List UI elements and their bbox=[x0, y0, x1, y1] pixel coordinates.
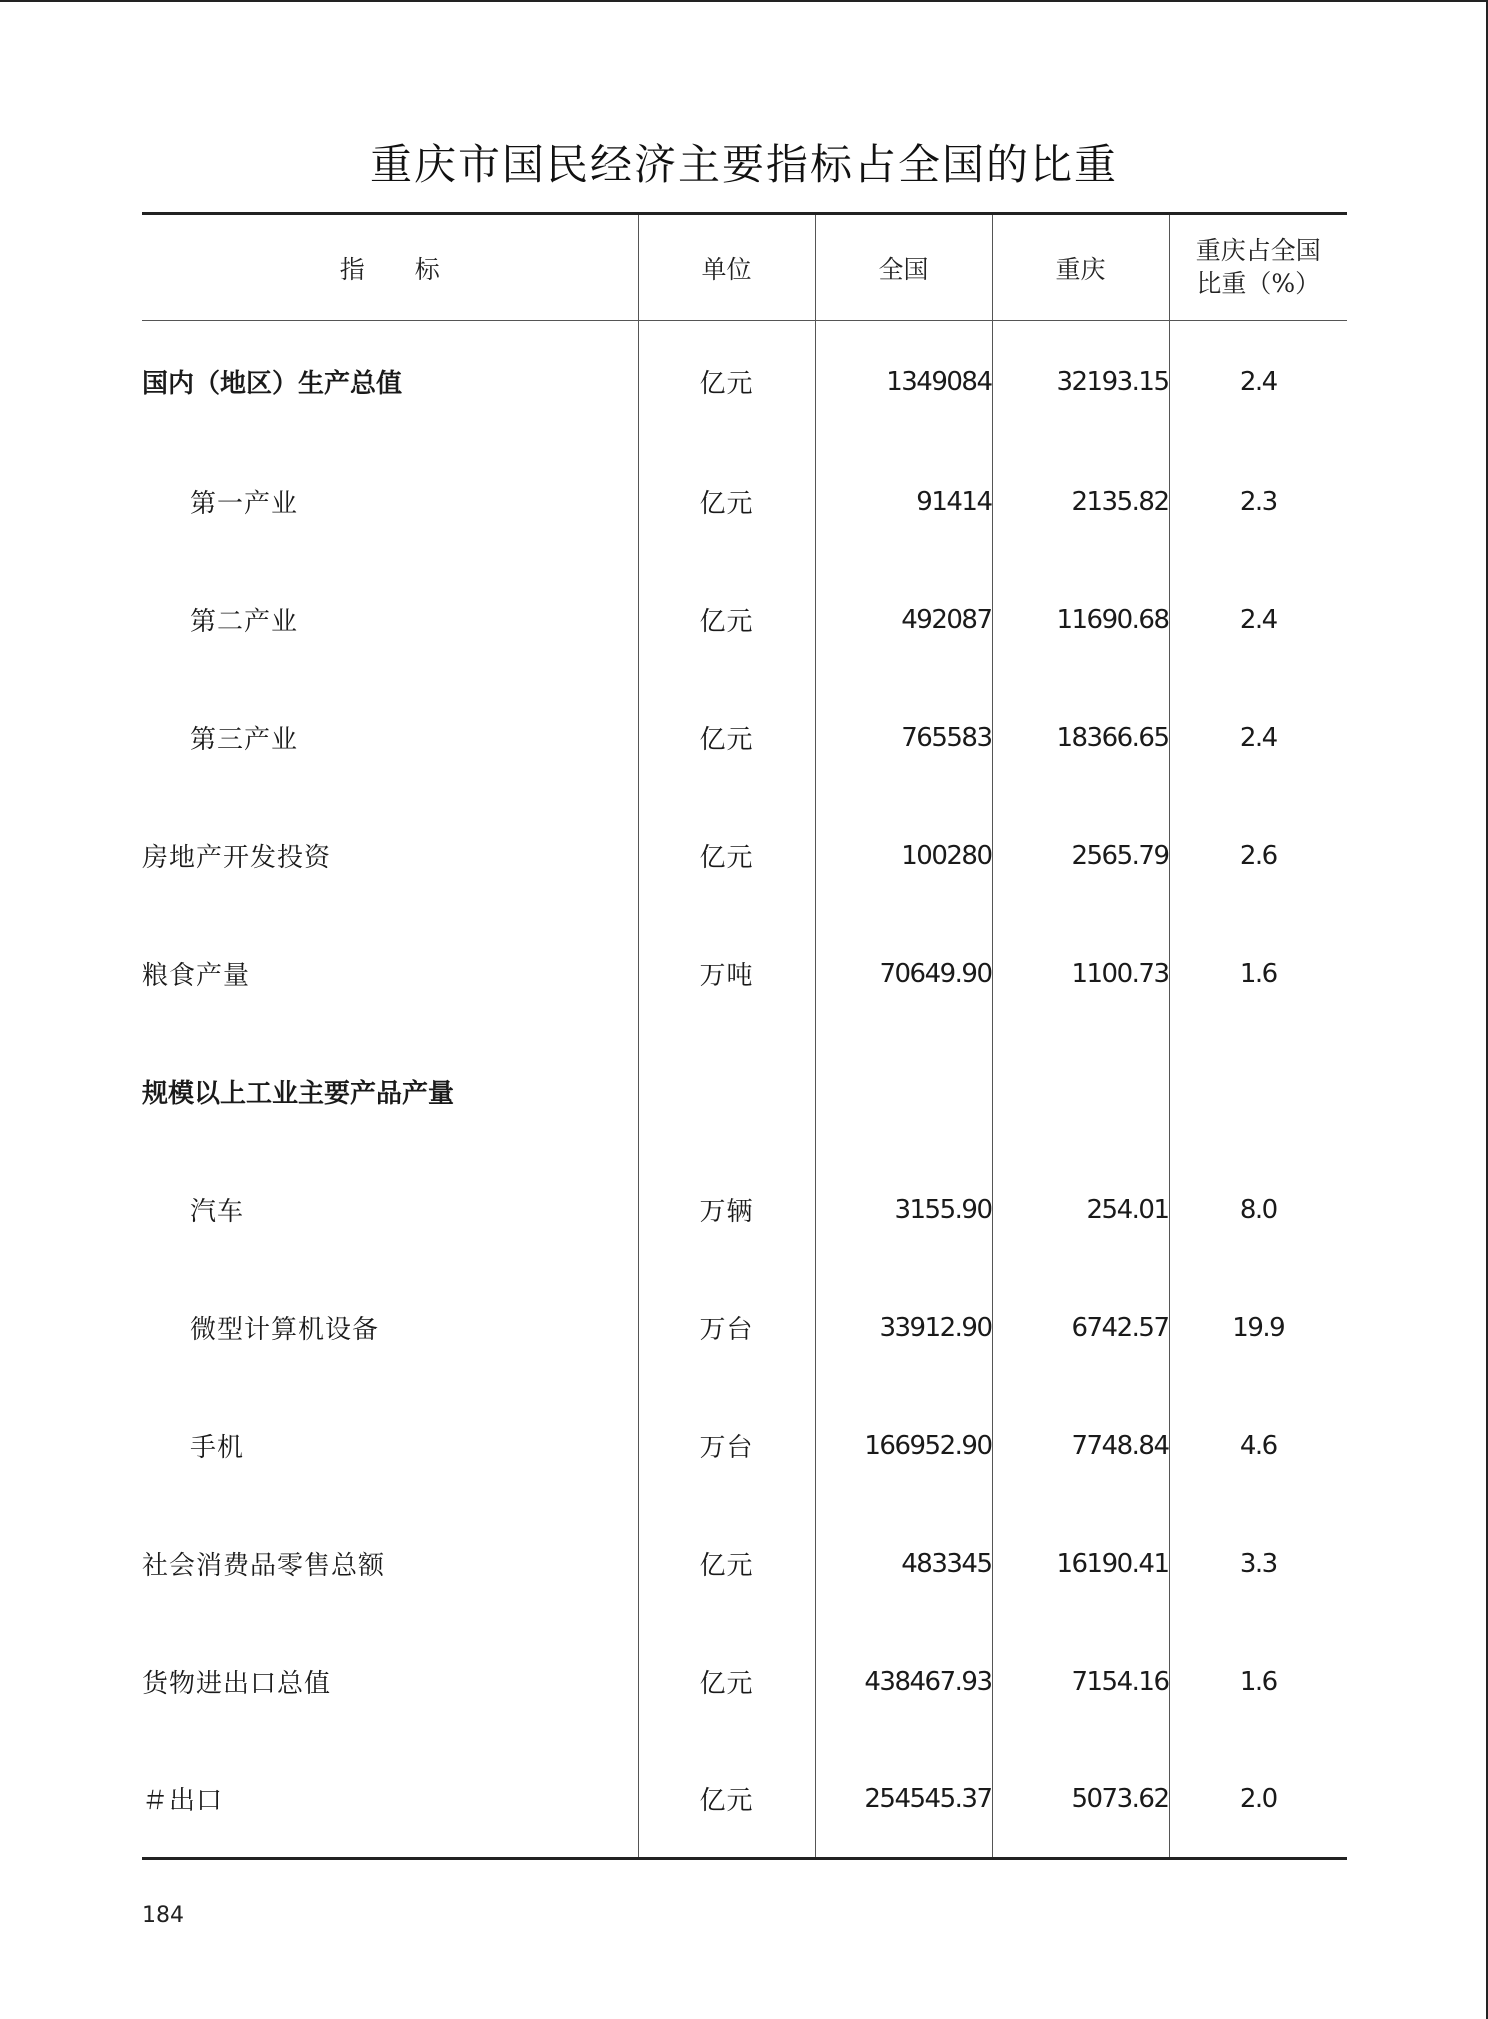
row-share: 2.0 bbox=[1169, 1741, 1347, 1859]
indicator-table bbox=[142, 212, 1347, 1860]
row-name: 第二产业 bbox=[142, 561, 638, 679]
row-national bbox=[815, 1033, 992, 1151]
table-header-row bbox=[142, 214, 1347, 321]
row-unit: 万吨 bbox=[638, 915, 815, 1033]
row-name: 房地产开发投资 bbox=[142, 797, 638, 915]
table-row bbox=[142, 1033, 1347, 1151]
row-chongqing bbox=[992, 1033, 1169, 1151]
row-national: 3155.90 bbox=[815, 1151, 992, 1269]
row-national: 100280 bbox=[815, 797, 992, 915]
row-name: 规模以上工业主要产品产量 bbox=[142, 1033, 638, 1151]
page-title: 重庆市国民经济主要指标占全国的比重 bbox=[369, 140, 1118, 189]
header-share bbox=[1169, 214, 1347, 321]
table-row bbox=[142, 797, 1347, 915]
row-share: 2.4 bbox=[1239, 604, 1277, 635]
header-share-line2: 比重（%） bbox=[1196, 268, 1321, 298]
row-chongqing: 7748.84 bbox=[992, 1387, 1169, 1505]
row-national: 765583 bbox=[815, 679, 992, 797]
row-name: 粮食产量 bbox=[142, 915, 638, 1033]
header-chongqing: 重庆 bbox=[992, 214, 1169, 321]
row-unit: 亿元 bbox=[638, 1741, 815, 1859]
row-share: 2.4 bbox=[1239, 722, 1277, 753]
row-share: 3.3 bbox=[1239, 1548, 1277, 1579]
row-chongqing: 32193.15 bbox=[992, 321, 1169, 443]
header-unit: 单位 bbox=[638, 214, 815, 321]
row-share: 1.6 bbox=[1239, 1666, 1277, 1697]
row-share: 1.6 bbox=[1239, 958, 1277, 989]
row-chongqing: 11690.68 bbox=[992, 561, 1169, 679]
row-chongqing: 254.01 bbox=[992, 1151, 1169, 1269]
row-national: 483345 bbox=[815, 1505, 992, 1623]
table-row bbox=[142, 1505, 1347, 1623]
row-share: 8.0 bbox=[1239, 1194, 1277, 1225]
row-name: 汽车 bbox=[142, 1151, 638, 1269]
table-row bbox=[142, 1269, 1347, 1387]
table-row bbox=[142, 1387, 1347, 1505]
row-name: 国内（地区）生产总值 bbox=[142, 321, 638, 443]
row-share: 2.6 bbox=[1239, 840, 1277, 871]
row-national: 70649.90 bbox=[815, 915, 992, 1033]
row-share: 2.3 bbox=[1239, 486, 1277, 517]
row-national: 91414 bbox=[815, 443, 992, 561]
row-national: 166952.90 bbox=[815, 1387, 992, 1505]
row-unit: 万台 bbox=[638, 1387, 815, 1505]
row-chongqing: 7154.16 bbox=[992, 1623, 1169, 1741]
row-name: ＃出口 bbox=[142, 1741, 638, 1859]
row-national: 438467.93 bbox=[815, 1623, 992, 1741]
row-name: 微型计算机设备 bbox=[142, 1269, 638, 1387]
page-number: 184 bbox=[142, 1903, 184, 1928]
row-chongqing: 2135.82 bbox=[992, 443, 1169, 561]
row-national: 1349084 bbox=[815, 321, 992, 443]
row-share: 4.6 bbox=[1239, 1430, 1277, 1461]
table-row bbox=[142, 321, 1347, 443]
row-chongqing: 18366.65 bbox=[992, 679, 1169, 797]
row-unit: 亿元 bbox=[638, 679, 815, 797]
row-chongqing: 6742.57 bbox=[992, 1269, 1169, 1387]
row-unit: 亿元 bbox=[638, 321, 815, 443]
row-name: 社会消费品零售总额 bbox=[142, 1505, 638, 1623]
table-row bbox=[142, 1741, 1347, 1859]
row-name: 第一产业 bbox=[142, 443, 638, 561]
row-unit: 亿元 bbox=[638, 443, 815, 561]
row-unit bbox=[638, 1033, 815, 1151]
row-chongqing: 16190.41 bbox=[992, 1505, 1169, 1623]
page-top-border bbox=[0, 0, 1488, 2]
table-row bbox=[142, 1151, 1347, 1269]
table-row bbox=[142, 1623, 1347, 1741]
row-unit: 亿元 bbox=[638, 1505, 815, 1623]
row-name: 货物进出口总值 bbox=[142, 1623, 638, 1741]
row-unit: 亿元 bbox=[638, 561, 815, 679]
row-unit: 亿元 bbox=[638, 797, 815, 915]
header-indicator: 指 标 bbox=[142, 214, 638, 321]
row-name: 手机 bbox=[142, 1387, 638, 1505]
row-share bbox=[1169, 1033, 1347, 1151]
row-unit: 万辆 bbox=[638, 1151, 815, 1269]
row-share: 2.4 bbox=[1239, 366, 1277, 397]
row-national: 254545.37 bbox=[815, 1741, 992, 1859]
row-share: 19.9 bbox=[1232, 1312, 1285, 1343]
row-chongqing: 2565.79 bbox=[992, 797, 1169, 915]
row-chongqing: 5073.62 bbox=[992, 1741, 1169, 1859]
row-name: 第三产业 bbox=[142, 679, 638, 797]
row-chongqing: 1100.73 bbox=[992, 915, 1169, 1033]
table-row bbox=[142, 915, 1347, 1033]
header-national: 全国 bbox=[815, 214, 992, 321]
table-row bbox=[142, 443, 1347, 561]
row-national: 33912.90 bbox=[815, 1269, 992, 1387]
header-share-line1: 重庆占全国 bbox=[1195, 236, 1321, 265]
row-unit: 万台 bbox=[638, 1269, 815, 1387]
row-national: 492087 bbox=[815, 561, 992, 679]
table-row bbox=[142, 679, 1347, 797]
table-row bbox=[142, 561, 1347, 679]
row-unit: 亿元 bbox=[638, 1623, 815, 1741]
